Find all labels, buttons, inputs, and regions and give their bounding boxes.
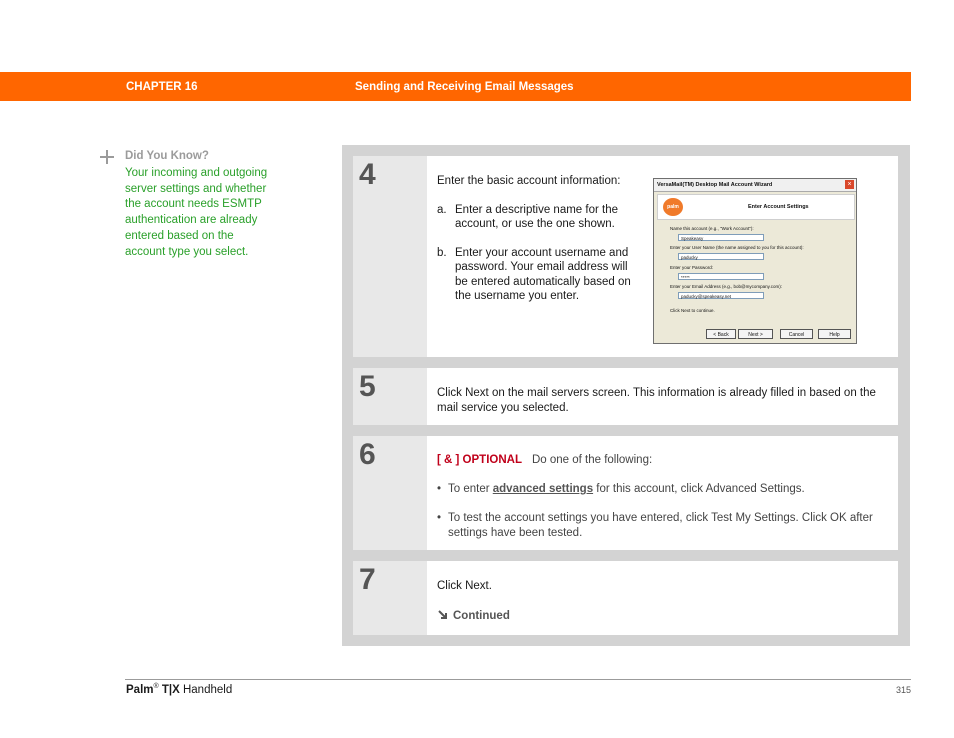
step-intro: Enter the basic account information: [437, 175, 621, 187]
help-button: Help [818, 329, 851, 339]
back-button: < Back [706, 329, 736, 339]
bullet-advanced [437, 482, 888, 497]
optional-line [437, 453, 888, 468]
dialog-heading: Enter Account Settings [748, 204, 809, 210]
chapter-label: CHAPTER 16 [126, 81, 198, 93]
substep-label: b. [437, 246, 447, 259]
footer-model: T|X [158, 683, 180, 696]
bullet-text: for this account, click Advanced Settings. [593, 483, 805, 495]
account-wizard-screenshot [653, 178, 857, 344]
dialog-titlebar [654, 179, 856, 192]
optional-tag: [ & ] OPTIONAL [437, 454, 522, 466]
chapter-title: Sending and Receiving Email Messages [355, 81, 574, 93]
substep-b [437, 246, 632, 304]
footer-rule [125, 679, 911, 680]
substep-a [437, 203, 632, 232]
step-6 [353, 436, 898, 550]
substep-text: Enter your account username and password. Your email address will be entered automatically based on the username you enter. [455, 246, 631, 302]
field-label: Enter your Email Address (e.g., bob@mycompany.com): [670, 284, 783, 289]
arrow-down-right-icon [437, 609, 449, 621]
step-number: 7 [359, 563, 376, 596]
step-number-cell [353, 561, 427, 635]
step-intro: Do one of the following: [531, 454, 653, 466]
cancel-button: Cancel [780, 329, 813, 339]
field-label: Name this account (e.g., "Work Account"): [670, 226, 754, 231]
plus-icon [100, 150, 114, 164]
dialog-hint: Click Next to continue. [670, 308, 715, 313]
username-field: paducky [678, 253, 764, 260]
substep-text: Enter a descriptive name for the account, or use the one shown. [455, 203, 618, 230]
bullet-text: To enter [448, 483, 493, 495]
step-number: 5 [359, 370, 376, 403]
step-number-cell [353, 368, 427, 425]
step-content [437, 453, 888, 540]
field-label: Enter your User Name (the name assigned to you for this account): [670, 245, 804, 250]
field-label: Enter your Password: [670, 265, 714, 270]
step-text: Click Next. [437, 580, 492, 592]
step-5 [353, 368, 898, 425]
footer-product [126, 683, 232, 696]
page-number: 315 [895, 685, 911, 695]
step-text: Click Next on the mail servers screen. This information is already filled in based on the mail service you selected. [437, 387, 876, 414]
advanced-settings-link[interactable]: advanced settings [492, 483, 594, 495]
step-number-cell [353, 436, 427, 550]
account-name-field: Speakeasy [678, 234, 764, 241]
close-icon: × [845, 180, 854, 189]
dialog-banner [657, 194, 855, 220]
footer-brand: Palm [126, 683, 154, 696]
footer-product-name: Handheld [179, 683, 233, 696]
tip-heading: Did You Know? [125, 150, 209, 162]
email-field: paducky@speakeasy.net [678, 292, 764, 299]
registered-mark: ® [153, 683, 159, 690]
step-number-cell [353, 156, 427, 357]
next-button: Next > [738, 329, 773, 339]
step-number: 6 [359, 438, 376, 471]
password-field: ***** [678, 273, 764, 280]
dialog-title: VersaMail(TM) Desktop Mail Account Wizard [657, 182, 773, 188]
palm-logo: palm [663, 198, 683, 216]
tip-body: Your incoming and outgoing server settings and whether the account needs ESMTP authentication are already entered based on the account type you select. [125, 167, 268, 258]
step-7 [353, 561, 898, 635]
step-number: 4 [359, 158, 376, 191]
step-content [437, 174, 632, 304]
continued-label: Continued [453, 610, 510, 622]
bullet-test-settings: • To test the account settings you have entered, click Test My Settings. Click OK after settings have been tested. [437, 511, 888, 540]
continued-line [437, 609, 888, 624]
substep-label: a. [437, 203, 447, 216]
